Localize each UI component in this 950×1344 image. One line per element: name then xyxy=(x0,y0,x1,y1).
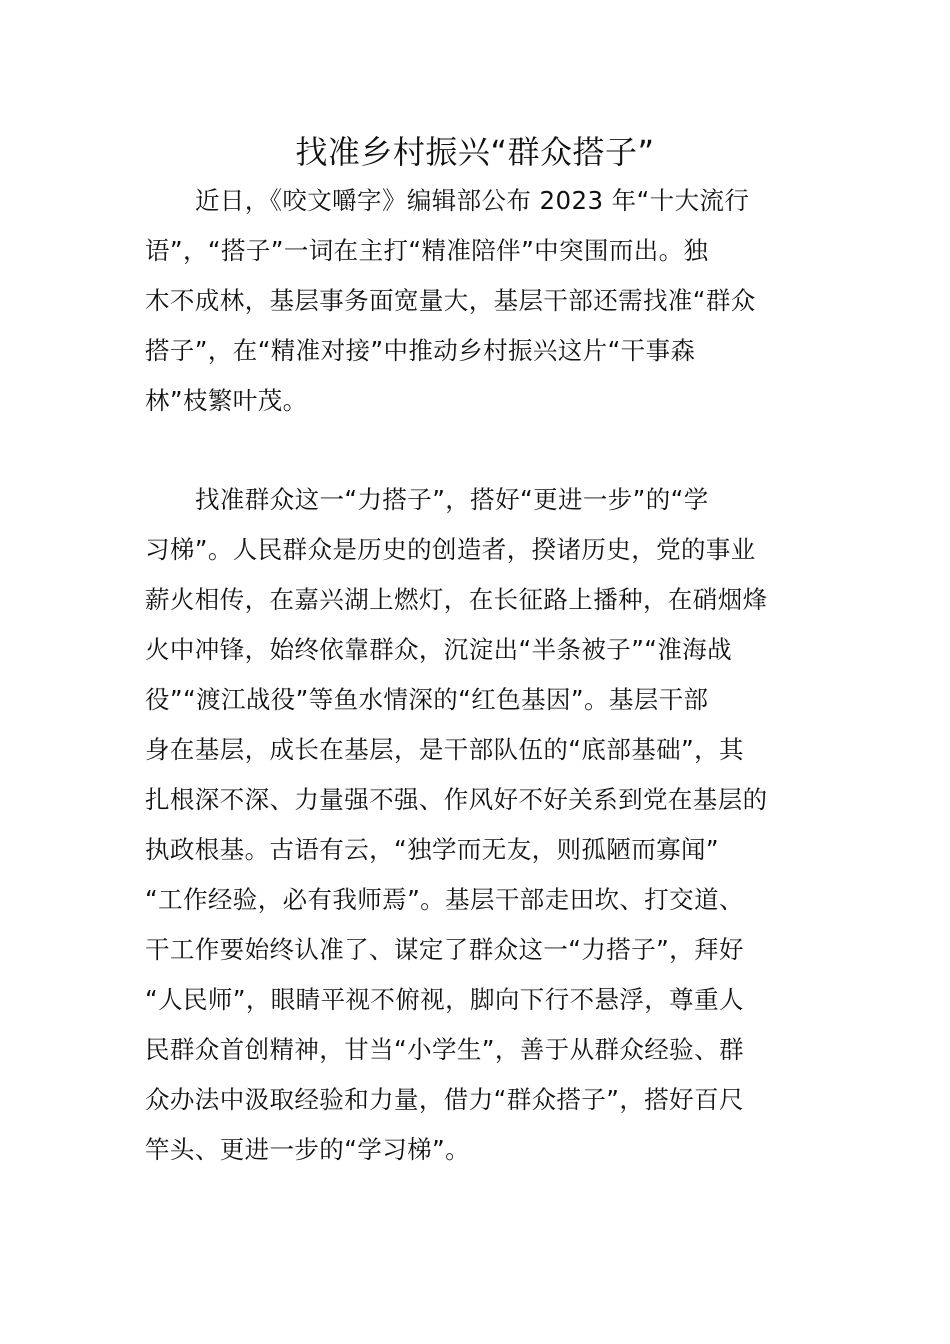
paragraph-line: 众办法中汲取经验和力量，借力“群众搭子”，搭好百尺 xyxy=(145,1085,744,1114)
paragraph-line: 木不成林，基层事务面宽量大，基层干部还需找准“群众 xyxy=(145,286,756,315)
paragraph-line: 扎根深不深、力量强不强、作风好不好关系到党在基层的 xyxy=(145,785,768,814)
paragraph-line: 薪火相传，在嘉兴湖上燃灯，在长征路上播种，在硝烟烽 xyxy=(145,585,768,614)
paragraph-line: 搭子”，在“精准对接”中推动乡村振兴这片“干事森 xyxy=(145,336,696,365)
paragraph-line: 民群众首创精神，甘当“小学生”，善于从群众经验、群 xyxy=(145,1035,744,1064)
paragraph-line: 执政根基。古语有云，“独学而无友，则孤陋而寡闻” xyxy=(145,835,719,864)
paragraph-line: 火中冲锋，始终依靠群众，沉淀出“半条被子”“淮海战 xyxy=(145,635,733,664)
paragraph-line: “人民师”，眼睛平视不俯视，脚向下行不悬浮，尊重人 xyxy=(145,985,744,1014)
paragraph-line: 找准群众这一“力搭子”，搭好“更进一步”的“学 xyxy=(195,485,709,514)
paragraph-line: 役”“渡江战役”等鱼水情深的“红色基因”。基层干部 xyxy=(145,685,709,714)
paragraph-line: “工作经验，必有我师焉”。基层干部走田坎、打交道、 xyxy=(145,885,744,914)
paragraph-line: 语”，“搭子”一词在主打“精准陪伴”中突围而出。独 xyxy=(145,236,709,265)
paragraph-line: 干工作要始终认准了、谋定了群众这一“力搭子”，拜好 xyxy=(145,935,744,964)
paragraph-line: 近日，《咬文嚼字》编辑部公布 2023 年“十大流行 xyxy=(195,186,750,215)
paragraph-body xyxy=(145,475,807,1175)
paragraph-line: 林”枝繁叶茂。 xyxy=(145,386,308,415)
paragraph-line: 竿头、更进一步的“学习梯”。 xyxy=(145,1135,470,1164)
document-title: 找准乡村振兴“群众搭子” xyxy=(295,133,655,171)
paragraph-line: 习梯”。人民群众是历史的创造者，揆诸历史，党的事业 xyxy=(145,535,756,564)
paragraph-intro xyxy=(145,176,807,426)
paragraph-line: 身在基层，成长在基层，是干部队伍的“底部基础”，其 xyxy=(145,735,744,764)
